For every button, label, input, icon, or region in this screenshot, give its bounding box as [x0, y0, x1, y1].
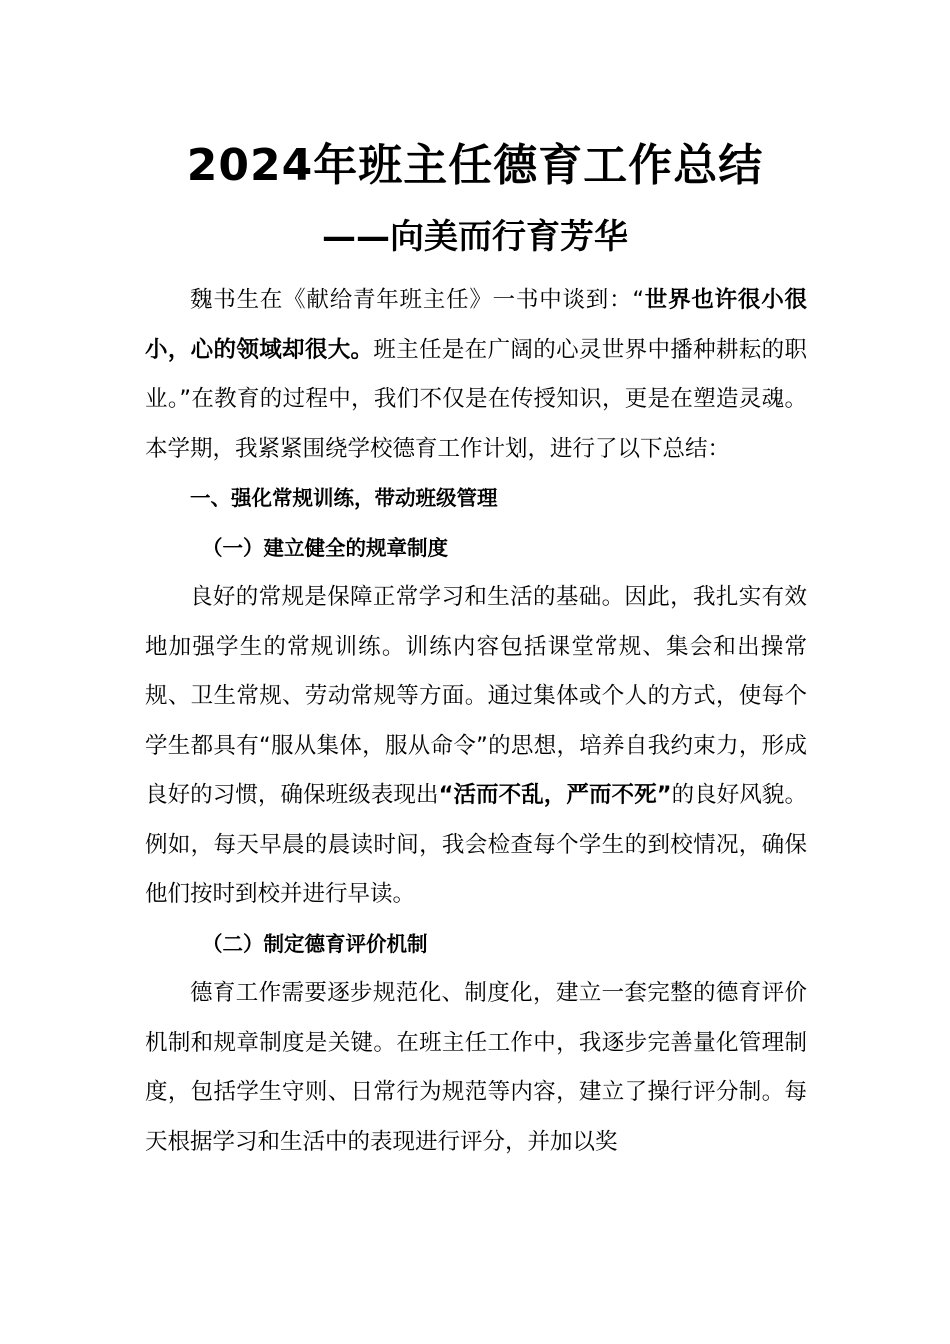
subsection-heading-1: （一）建立健全的规章制度 — [202, 535, 448, 560]
subsection-heading-2: （二）制定德育评价机制 — [202, 931, 428, 956]
intro-quote-bold: 世界也许很小很小，心的领域却很大。 — [145, 287, 807, 363]
intro-text-2: 班主任是在广阔的心灵世界中播种耕耘的职业。”在教育的过程中，我们不仅是在传授知识，更是在塑造灵魂。本学期，我紧紧围绕学校德育工作计划，进行了以下总结： — [145, 336, 807, 462]
document-body — [145, 276, 807, 1167]
sub1-quote-bold: “活而不乱，严而不死” — [438, 782, 672, 808]
sub1-text-1: 良好的常规是保障正常学习和生活的基础。因此，我扎实有效地加强学生的常规训练。训练内容包括课堂常规、集会和出操常规、卫生常规、劳动常规等方面。通过集体或个人的方式，使每个学生都具有“服从集体，服从命令”的思想，培养自我约束力，形成良好的习惯，确保班级表现出 — [145, 584, 807, 808]
intro-paragraph — [145, 276, 807, 474]
sub1-text-2: 的良好风貌。例如，每天早晨的晨读时间，我会检查每个学生的到校情况，确保他们按时到校并进行早读。 — [145, 782, 807, 907]
document-subtitle: ——向美而行育芳华 — [322, 217, 628, 257]
intro-text-1: 魏书生在《献给青年班主任》一书中谈到：“ — [190, 287, 645, 313]
subsection-1-paragraph — [145, 573, 807, 920]
document-title: 2024年班主任德育工作总结 — [186, 140, 764, 191]
subsection-2-paragraph — [145, 969, 807, 1167]
sub2-text-1: 德育工作需要逐步规范化、制度化，建立一套完整的德育评价机制和规章制度是关键。在班主任工作中，我逐步完善量化管理制度，包括学生守则、日常行为规范等内容，建立了操行评分制。每天根据学习和生活中的表现进行评分，并加以奖 — [145, 980, 807, 1155]
section-heading-1: 一、强化常规训练，带动班级管理 — [190, 486, 498, 510]
